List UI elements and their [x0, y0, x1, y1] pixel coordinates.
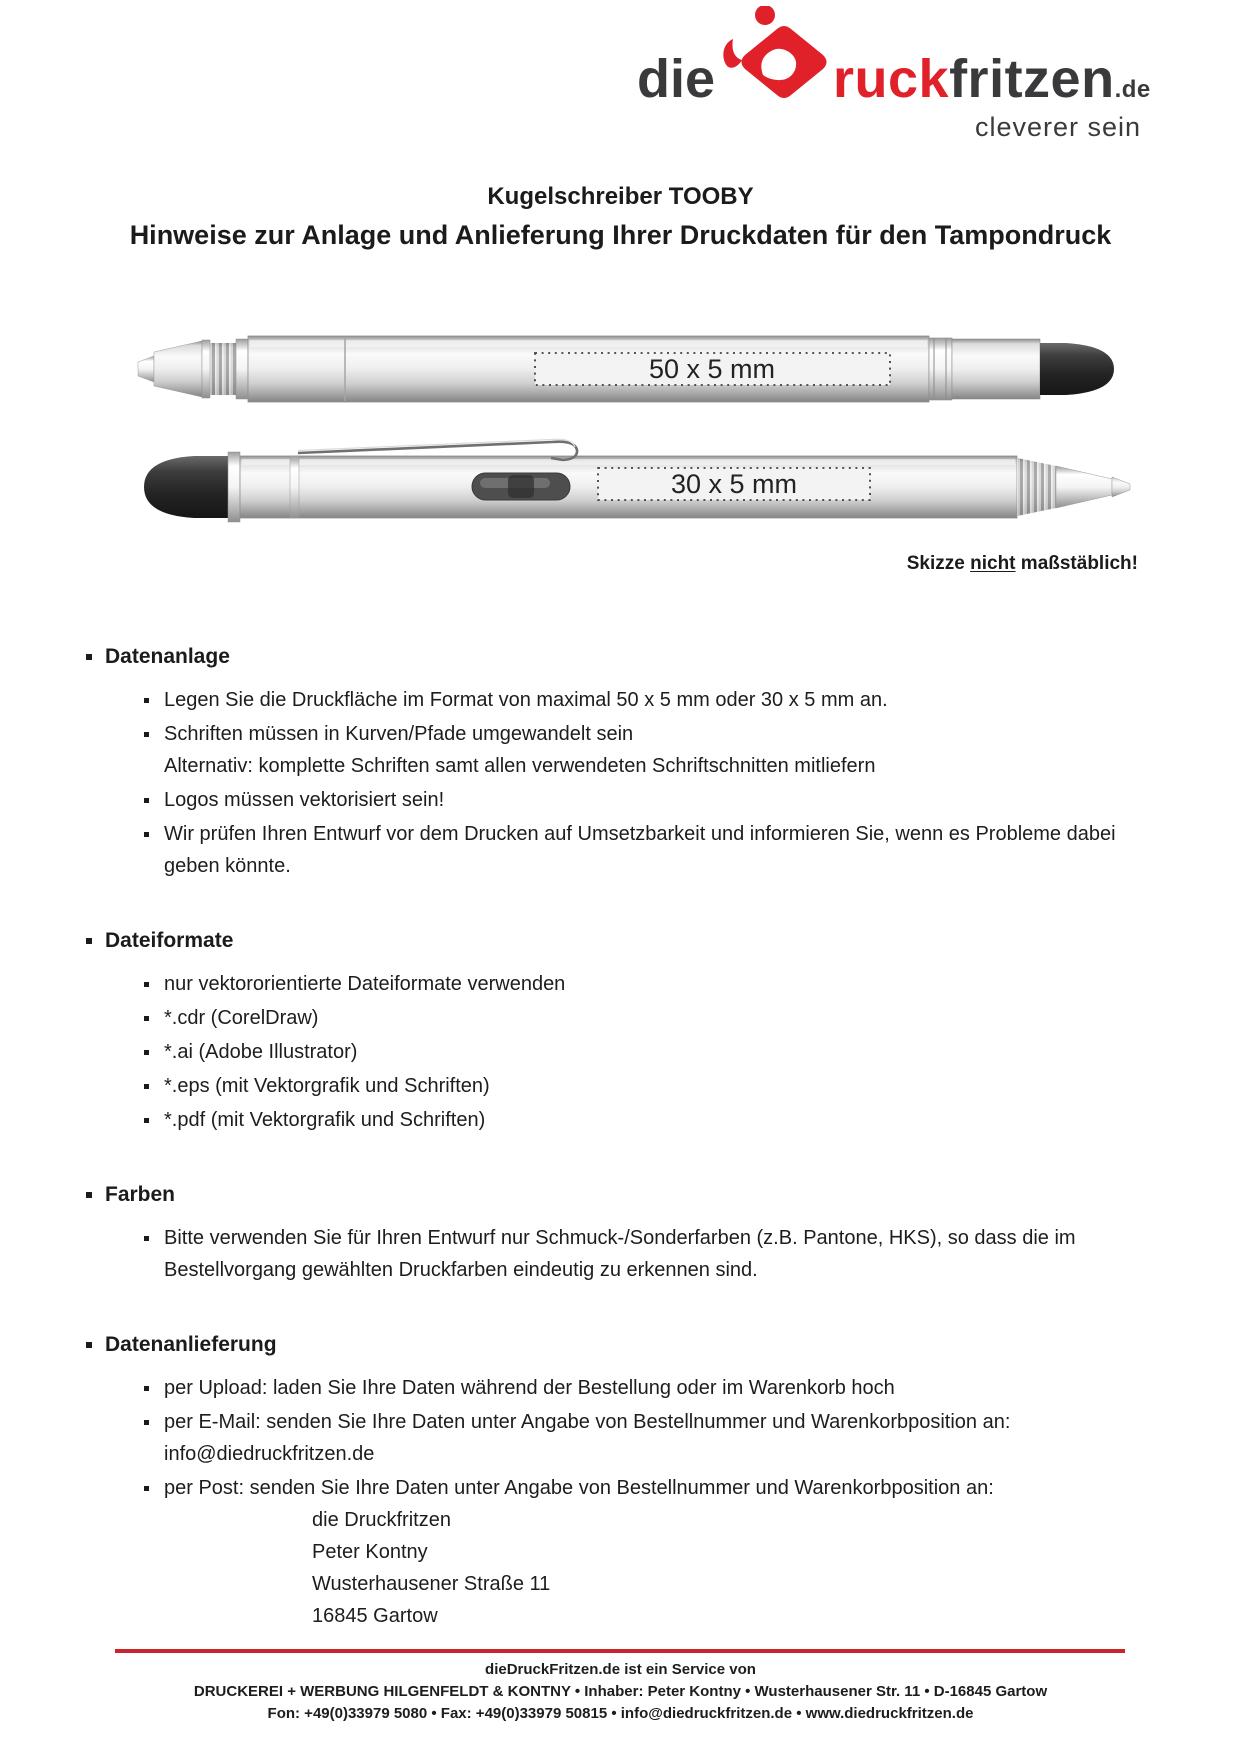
list-item [144, 718, 1148, 782]
logo-wordmark [833, 49, 1151, 117]
print-area-top-label: 50 x 5 mm [648, 354, 776, 384]
footer-company-line: DRUCKEREI + WERBUNG HILGENFELDT & KONTNY • Inhaber: Peter Kontny • Wusterhausener Str. 11 • D-16845 Gartow [193, 1683, 1048, 1700]
section-datenanlage [86, 642, 1148, 882]
logo-text-fritzen: fritzen [949, 49, 1115, 109]
footer-service-line: dieDruckFritzen.de ist ein Service von [485, 1661, 756, 1678]
list-item [144, 1036, 1148, 1068]
scale-note-suffix: maßstäblich! [1015, 553, 1138, 574]
list-item-text: *.eps (mit Vektorgrafik und Schriften) [164, 1075, 490, 1097]
pen-bottom-nose [1112, 477, 1130, 497]
bullet-square [144, 1050, 149, 1055]
footer-contact-line: Fon: +49(0)33979 5080 • Fax: +49(0)33979 50815 • info@diedruckfritzen.de • www.diedruckfritzen.de [267, 1705, 974, 1722]
list-item-text: per Upload: laden Sie Ihre Daten während der Bestellung oder im Warenkorb hoch [164, 1377, 895, 1399]
list-item [144, 1104, 1148, 1136]
section-title-dateiformate: Dateiformate [105, 929, 234, 952]
logo-text-ruck: ruck [833, 49, 950, 109]
address-line: Wusterhausener Straße 11 [312, 1573, 551, 1595]
section-title-farben: Farben [105, 1183, 176, 1206]
pen-top-stylus-tip [1040, 343, 1114, 395]
pen-top-cone [154, 341, 202, 397]
page-subtitle: Hinweise zur Anlage und Anlieferung Ihrer Druckdaten für den Tampondruck [129, 220, 1112, 250]
page-title: Kugelschreiber TOOBY [487, 183, 754, 210]
print-area-bottom [598, 468, 870, 500]
address-line: Peter Kontny [312, 1541, 428, 1563]
bullet-square [144, 732, 149, 737]
bullet-square [144, 832, 149, 837]
list-item-text: per Post: senden Sie Ihre Daten unter Angabe von Bestellnummer und Warenkorbposition an: [164, 1477, 994, 1499]
list-item-text: Logos müssen vektorisiert sein! [164, 789, 445, 811]
spirit-level-window [472, 473, 570, 500]
bullet-square [144, 1236, 149, 1241]
bullet-square [144, 1386, 149, 1391]
list-item [144, 784, 1148, 816]
scale-note-underlined: nicht [970, 553, 1016, 574]
list-item-text: per E-Mail: senden Sie Ihre Daten unter Angabe von Bestellnummer und Warenkorbposition an: [164, 1411, 1011, 1433]
logo-text-de: .de [1114, 76, 1151, 103]
list-item-text: *.cdr (CorelDraw) [164, 1007, 319, 1029]
logo [637, 30, 1207, 150]
list-item-text: nur vektororientierte Dateiformate verwenden [164, 973, 566, 995]
bullet-square [144, 1486, 149, 1491]
list-item [144, 818, 1148, 882]
section-title-datenanlage: Datenanlage [105, 645, 230, 668]
section-dateiformate [86, 926, 1148, 1136]
list-item-text: Alternativ: komplette Schriften samt allen verwendeten Schriftschnitten mitliefern [164, 755, 876, 777]
bullet-square [144, 1420, 149, 1425]
list-item-text: Schriften müssen in Kurven/Pfade umgewandelt sein [164, 723, 634, 745]
list-item [144, 1406, 1148, 1470]
droplet-logo-icon [710, 6, 834, 104]
section-farben [86, 1180, 1148, 1286]
list-item-text: *.ai (Adobe Illustrator) [164, 1041, 358, 1063]
scale-note [907, 553, 1138, 575]
bullet-square [144, 1118, 149, 1123]
list-item [144, 1070, 1148, 1102]
pen-top-illustration [128, 330, 1128, 408]
bullet-square [86, 654, 92, 660]
bullet-square [86, 1342, 92, 1348]
address-line: die Druckfritzen [312, 1509, 451, 1531]
footer-divider [115, 1649, 1125, 1653]
address-line: 16845 Gartow [312, 1605, 438, 1627]
logo-text-die: die [637, 49, 716, 109]
bullet-square [86, 1192, 92, 1198]
instructions [86, 642, 1148, 1676]
bullet-square [144, 1016, 149, 1021]
list-item [144, 1372, 1148, 1404]
print-area-bottom-label: 30 x 5 mm [670, 469, 798, 499]
section-title-datenanlieferung: Datenanlieferung [105, 1333, 277, 1356]
list-item-text: Bitte verwenden Sie für Ihren Entwurf nur Schmuck-/Sonderfarben (z.B. Pantone, HKS), so dass die im Bestellvorgang gewählten Druckfarben eindeutig zu erkennen sind. [164, 1227, 1076, 1281]
list-item [144, 968, 1148, 1000]
list-item [144, 1002, 1148, 1034]
list-item-text: Legen Sie die Druckfläche im Format von maximal 50 x 5 mm oder 30 x 5 mm an. [164, 689, 888, 711]
print-area-top [535, 353, 890, 385]
bullet-square [144, 798, 149, 803]
pen-bottom-stylus-tip [144, 456, 228, 518]
scale-note-prefix: Skizze [906, 553, 971, 574]
pen-bottom-illustration [124, 432, 1132, 527]
bullet-square [86, 938, 92, 944]
postal-address [312, 1504, 994, 1632]
logo-tagline: cleverer sein [975, 112, 1142, 142]
list-item [144, 1472, 1148, 1632]
bullet-square [144, 698, 149, 703]
bullet-square [144, 1084, 149, 1089]
pen-bottom-cone [1056, 466, 1112, 508]
pen-top-nose [138, 356, 154, 382]
list-item-text: *.pdf (mit Vektorgrafik und Schriften) [164, 1109, 486, 1131]
section-datenanlieferung [86, 1330, 1148, 1632]
bullet-square [144, 982, 149, 987]
list-item [144, 1222, 1148, 1286]
email-address[interactable]: info@diedruckfritzen.de [164, 1443, 375, 1465]
list-item [144, 684, 1148, 716]
list-item-text: Wir prüfen Ihren Entwurf vor dem Drucken auf Umsetzbarkeit und informieren Sie, wenn es Probleme dabei geben könnte. [164, 823, 1116, 877]
footer [0, 1659, 1241, 1725]
